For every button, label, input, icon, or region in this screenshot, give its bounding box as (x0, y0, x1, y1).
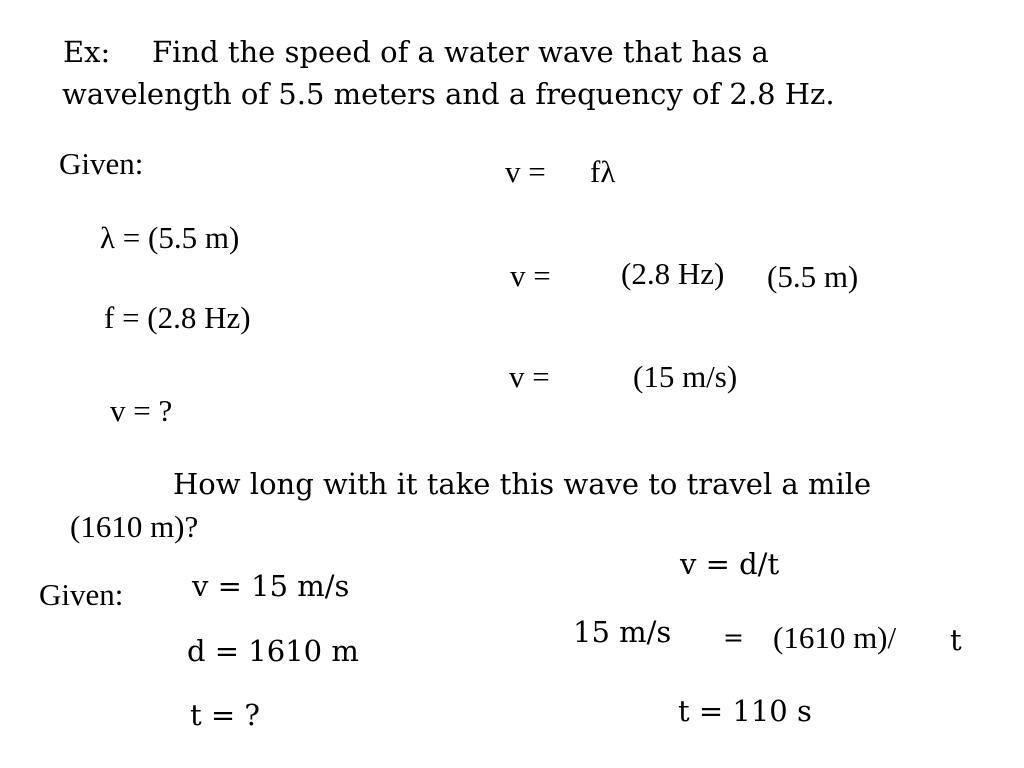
problem1-question-line2: wavelength of 5.5 meters and a frequency of 2.8 Hz. (62, 77, 835, 111)
given-speed-unknown: v = ? (110, 393, 173, 428)
wave-equation-rhs: fλ (590, 154, 616, 189)
example-label: Ex: (63, 35, 111, 69)
problem1-given-label: Given: (59, 146, 144, 181)
equals-sign: = (723, 623, 744, 652)
result-time: t = 110 s (678, 694, 812, 728)
problem2-given-label: Given: (39, 577, 124, 612)
problem2-question-line1: How long with it take this wave to travel a mile (173, 467, 872, 501)
given-distance: d = 1610 m (187, 634, 359, 668)
given-time-unknown: t = ? (190, 698, 260, 732)
speed-formula: v = d/t (680, 547, 780, 581)
substitution-speed: 15 m/s (573, 615, 672, 649)
result-lhs: v = (509, 359, 550, 394)
problem2-question-line2: (1610 m)? (70, 509, 199, 544)
substitution-wavelength: (5.5 m) (767, 259, 859, 294)
given-speed: v = 15 m/s (192, 569, 350, 603)
substitution-time: t (950, 623, 962, 657)
substitution-distance: (1610 m)/ (773, 620, 897, 655)
problem1-question-line1: Find the speed of a water wave that has a (152, 35, 769, 69)
result-speed: (15 m/s) (633, 359, 738, 394)
given-wavelength: λ = (5.5 m) (100, 220, 240, 255)
substitution-lhs: v = (510, 258, 551, 293)
substitution-frequency: (2.8 Hz) (621, 256, 725, 291)
given-frequency: f = (2.8 Hz) (104, 300, 251, 335)
wave-equation-lhs: v = (505, 154, 546, 189)
